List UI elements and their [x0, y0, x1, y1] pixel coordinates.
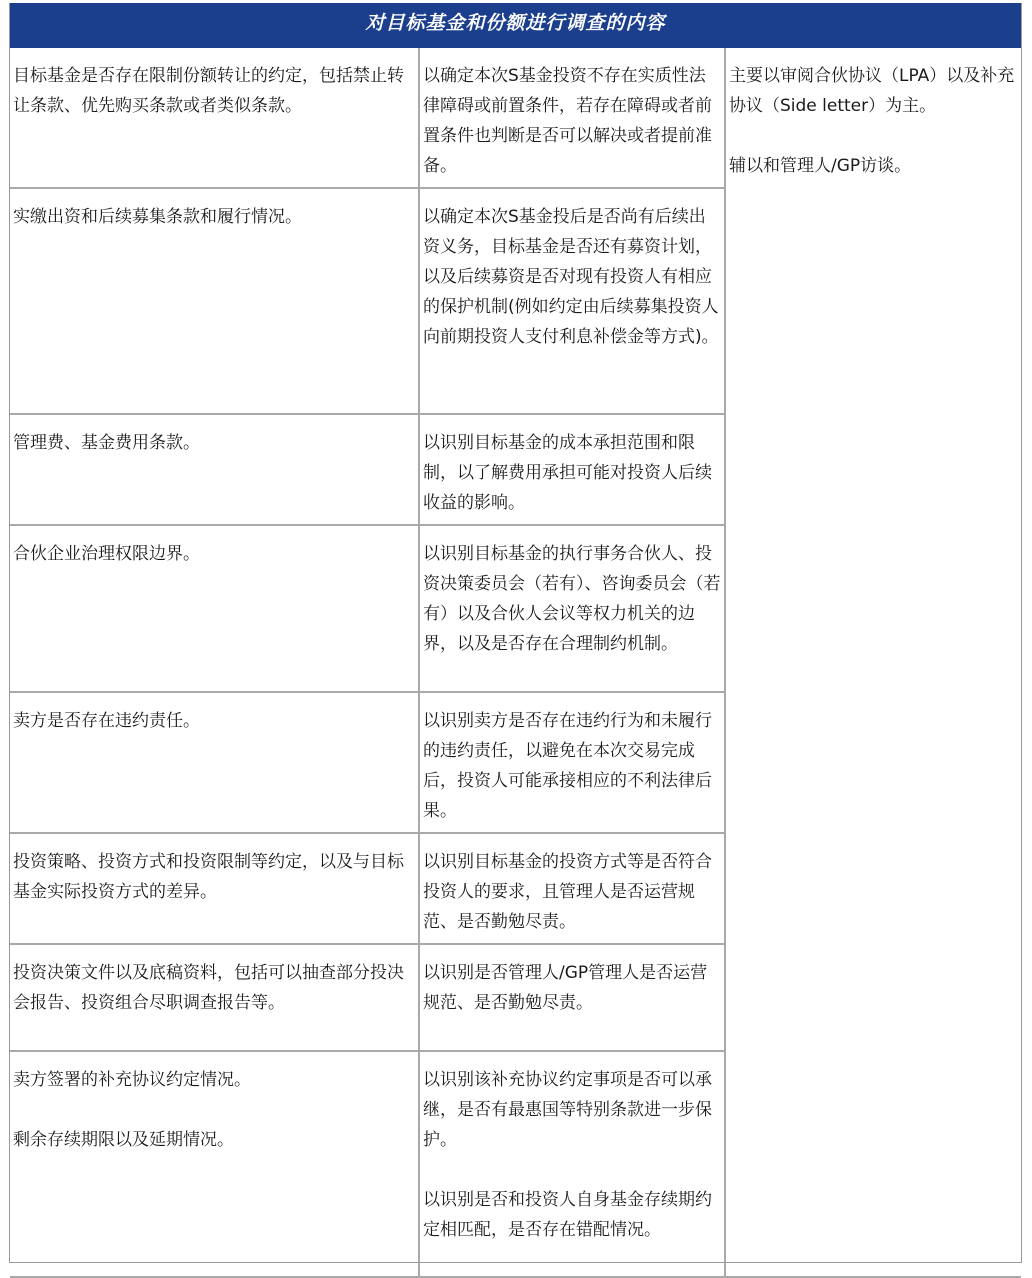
investigation-table	[10, 44, 1021, 1278]
method-cell	[725, 46, 1021, 1277]
purpose-cell: 以识别是否管理人/GP管理人是否运营规范、是否勤勉尽责。	[419, 944, 725, 1051]
item-cell: 合伙企业治理权限边界。	[10, 525, 419, 692]
purpose-cell	[419, 1051, 725, 1277]
item-cell: 卖方是否存在违约责任。	[10, 692, 419, 833]
purpose-cell: 以确定本次S基金投后是否尚有后续出资义务，目标基金是否还有募资计划，以及后续募资是否对现有投资人有相应的保护机制(例如约定由后续募集投资人向前期投资人支付利息补偿金等方式)。	[419, 188, 725, 414]
purpose-text-2: 以识别是否和投资人自身基金存续期约定相匹配，是否存在错配情况。	[423, 1190, 712, 1240]
purpose-cell: 以识别卖方是否存在违约行为和未履行的违约责任，以避免在本次交易完成后，投资人可能承接相应的不利法律后果。	[419, 692, 725, 833]
investigation-table-container	[9, 3, 1022, 1263]
table-title: 对目标基金和份额进行调查的内容	[365, 12, 666, 34]
purpose-cell: 以识别目标基金的成本承担范围和限制，以了解费用承担可能对投资人后续收益的影响。	[419, 414, 725, 525]
method-text-2: 辅以和管理人/GP访谈。	[729, 156, 912, 176]
purpose-cell: 以识别目标基金的执行事务合伙人、投资决策委员会（若有）、咨询委员会（若有）以及合伙人会议等权力机关的边界，以及是否存在合理制约机制。	[419, 525, 725, 692]
item-text: 卖方签署的补充协议约定情况。	[13, 1070, 251, 1090]
table-row	[10, 46, 1021, 188]
item-cell: 目标基金是否存在限制份额转让的约定，包括禁止转让条款、优先购买条款或者类似条款。	[10, 46, 419, 188]
method-text: 主要以审阅合伙协议（LPA）以及补充协议（Side letter）为主。	[729, 66, 1015, 116]
item-cell	[10, 1051, 419, 1277]
item-cell: 投资决策文件以及底稿资料，包括可以抽查部分投决会报告、投资组合尽职调查报告等。	[10, 944, 419, 1051]
item-text-2: 剩余存续期限以及延期情况。	[13, 1130, 234, 1150]
table-header	[10, 3, 1021, 44]
item-cell: 实缴出资和后续募集条款和履行情况。	[10, 188, 419, 414]
purpose-cell: 以确定本次S基金投资不存在实质性法律障碍或前置条件，若存在障碍或者前置条件也判断是否可以解决或者提前准备。	[419, 46, 725, 188]
purpose-cell: 以识别目标基金的投资方式等是否符合投资人的要求，且管理人是否运营规范、是否勤勉尽责。	[419, 833, 725, 944]
item-cell: 投资策略、投资方式和投资限制等约定，以及与目标基金实际投资方式的差异。	[10, 833, 419, 944]
item-cell: 管理费、基金费用条款。	[10, 414, 419, 525]
purpose-text: 以识别该补充协议约定事项是否可以承继，是否有最惠国等特别条款进一步保护。	[423, 1070, 712, 1150]
